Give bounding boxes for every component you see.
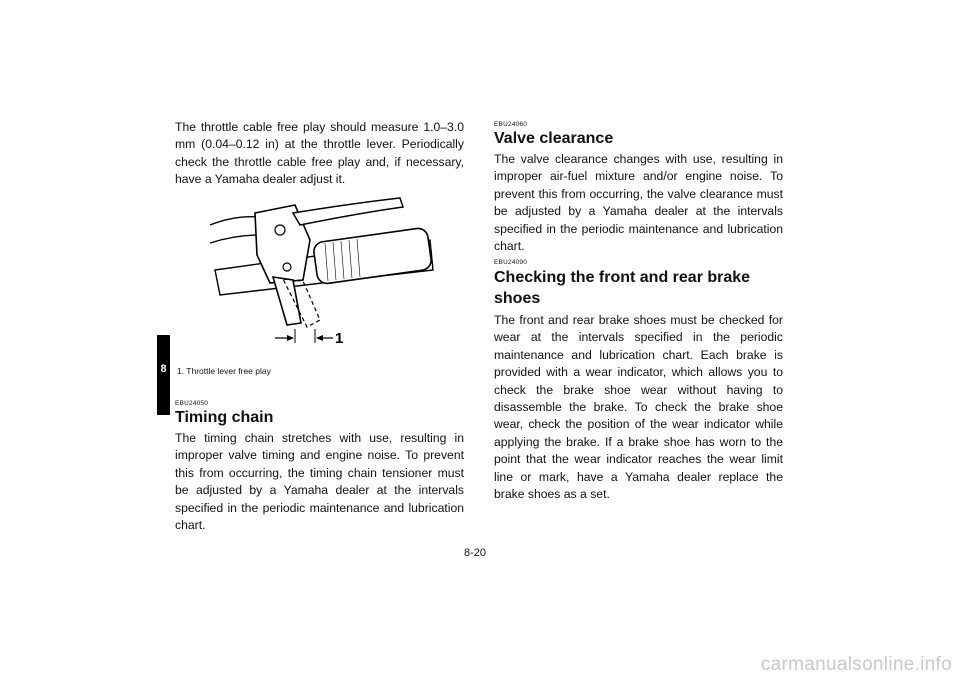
section-title: Checking the front and rear brake shoes <box>494 269 751 307</box>
page-number: 8-20 <box>464 547 487 559</box>
section-body: The valve clearance changes with use, resulting in improper air-fuel mixture and/or engine noise. To prevent this from occurring, the valve clearance must be adjusted by a Yamaha dealer at the intervals specified in the periodic maintenance and lubrication chart. <box>494 152 783 254</box>
figure-callout-1: 1 <box>335 330 344 347</box>
section-code: EBU24060 <box>494 121 528 128</box>
section-body: The front and rear brake shoes must be checked for wear at the intervals specified in the periodic maintenance and lubrication chart. Each brake is provided with a wear indicator, which allows you to check the brake shoe wear without having to disassemble the brake. To check the brake shoe wear, check the position of the wear indicator while applying the brake. If a brake shoe has worn to the point that the wear indicator reaches the wear limit line or mark, have a Yamaha dealer replace the brake shoes as a set. <box>494 313 783 502</box>
section-title: Timing chain <box>175 409 274 426</box>
section-code: EBU24090 <box>494 259 528 266</box>
chapter-tab: 8 <box>157 335 170 415</box>
throttle-free-play-text: The throttle cable free play should measure 1.0–3.0 mm (0.04–0.12 in) at the throttle lever. Periodically check the throttle cable free play and, if necessary, have a Yamaha dealer adjust it. <box>175 120 464 187</box>
valve-clearance-section <box>494 121 783 255</box>
section-body: The timing chain stretches with use, resulting in improper valve timing and engine noise. To prevent this from occurring, the timing chain tensioner must be adjusted by a Yamaha dealer at the intervals specified in the periodic maintenance and lubrication chart. <box>175 431 464 533</box>
brake-shoes-section <box>494 259 783 503</box>
section-code: EBU24050 <box>175 400 209 407</box>
left-column <box>175 119 464 189</box>
throttle-lever-illustration <box>175 195 440 355</box>
figure-caption: 1. Throttle lever free play <box>177 366 271 376</box>
section-title: Valve clearance <box>494 130 614 147</box>
timing-chain-section <box>175 400 464 534</box>
watermark-link[interactable]: carmanualsonline.info <box>760 654 952 675</box>
